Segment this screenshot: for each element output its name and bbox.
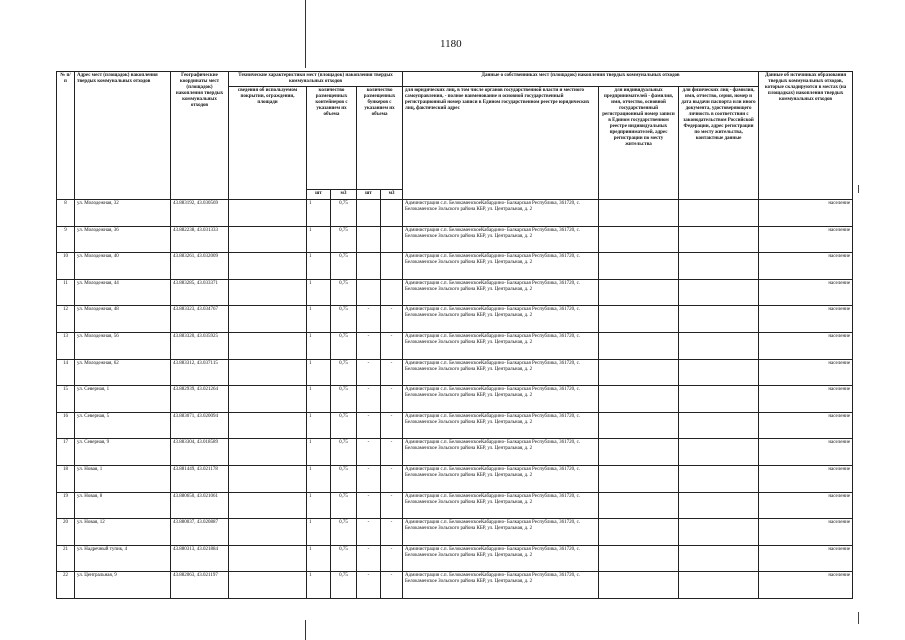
owner-legal-cell: Администрация с.п. БелокаменскоеКабардино- Балкарская Республика, 361720, с. Белокаменское Зольского района КБР, ул. Центральная, д. 2	[403, 253, 599, 280]
bunker-qty-cell: -	[357, 412, 381, 439]
container-qty-cell: 1	[307, 306, 331, 333]
owner-legal-cell: Администрация с.п. БелокаменскоеКабардино- Балкарская Республика, 361720, с. Белокаменское Зольского района КБР, ул. Центральная, д. 2	[403, 226, 599, 253]
col-sources-header: Данные об источниках образования твердых коммунальных отходов, которые складируются в местах (на площадках) накопления твердых коммунальных отходов	[759, 72, 853, 200]
owner-person-cell	[679, 439, 759, 466]
owner-ip-cell	[599, 412, 679, 439]
coords-cell: 43.880650, 43.021061	[171, 492, 229, 519]
row-number: 10	[57, 253, 75, 280]
container-vol-cell: 0,75	[331, 226, 357, 253]
bunker-vol-cell	[381, 253, 403, 280]
owner-person-cell	[679, 253, 759, 280]
owner-person-cell	[679, 226, 759, 253]
bunker-vol-cell: -	[381, 306, 403, 333]
bunker-qty-cell: -	[357, 572, 381, 599]
owner-ip-cell	[599, 572, 679, 599]
table-row	[57, 439, 853, 466]
coords-cell: 43.880037, 43.020887	[171, 519, 229, 546]
row-number: 22	[57, 572, 75, 599]
cover-cell	[229, 492, 307, 519]
container-vol-cell: 0,75	[331, 412, 357, 439]
owner-person-cell	[679, 332, 759, 359]
container-qty-cell: 1	[307, 439, 331, 466]
owner-legal-cell: Администрация с.п. БелокаменскоеКабардино- Балкарская Республика, 361720, с. Белокаменское Зольского района КБР, ул. Центральная, д. 2	[403, 439, 599, 466]
table-body	[57, 200, 853, 599]
coords-cell: 43.882238, 43.031333	[171, 226, 229, 253]
coords-cell: 43.881449, 43.021178	[171, 465, 229, 492]
coords-cell: 43.883261, 43.032009	[171, 253, 229, 280]
coords-cell: 43.880313, 43.021884	[171, 545, 229, 572]
owner-legal-cell: Администрация с.п. БелокаменскоеКабардино- Балкарская Республика, 361720, с. Белокаменское Зольского района КБР, ул. Центральная, д. 2	[403, 545, 599, 572]
col-owner-ip-header: для индивидуальных предпринимателей - фамилия, имя, отчество, основной государственный регистрационный номер записи в Едином государственном реестре индивидуальных предпринимателей, адрес регистрации по месту жительства	[599, 87, 679, 200]
row-number: 19	[57, 492, 75, 519]
owner-legal-cell: Администрация с.п. БелокаменскоеКабардино- Балкарская Республика, 361720, с. Белокаменское Зольского района КБР, ул. Центральная, д. 2	[403, 200, 599, 227]
table-row	[57, 226, 853, 253]
owner-person-cell	[679, 306, 759, 333]
col-coords-header: Географические координаты мест (площадок) накопления твердых коммунальных отходов	[171, 72, 229, 200]
coords-cell: 43.883192, 43.030569	[171, 200, 229, 227]
owner-legal-cell: Администрация с.п. БелокаменскоеКабардино- Балкарская Республика, 361720, с. Белокаменское Зольского района КБР, ул. Центральная, д. 2	[403, 332, 599, 359]
cover-cell	[229, 226, 307, 253]
cover-cell	[229, 412, 307, 439]
coords-cell: 43.883304, 43.018589	[171, 439, 229, 466]
address-cell: ул. Молодежная, 40	[75, 253, 171, 280]
unit-sht: шт	[307, 190, 331, 200]
bunker-qty-cell	[357, 279, 381, 306]
row-number: 8	[57, 200, 75, 227]
source-cell: население	[759, 306, 853, 333]
owner-ip-cell	[599, 545, 679, 572]
row-number: 11	[57, 279, 75, 306]
cover-cell	[229, 519, 307, 546]
container-qty-cell: 1	[307, 492, 331, 519]
owner-person-cell	[679, 545, 759, 572]
bunker-vol-cell: -	[381, 465, 403, 492]
unit-m3: м3	[381, 190, 403, 200]
table-row	[57, 279, 853, 306]
container-vol-cell: 0,75	[331, 332, 357, 359]
owner-ip-cell	[599, 279, 679, 306]
source-cell: население	[759, 279, 853, 306]
owner-legal-cell: Администрация с.п. БелокаменскоеКабардино- Балкарская Республика, 361720, с. Белокаменское Зольского района КБР, ул. Центральная, д. 2	[403, 492, 599, 519]
table-row	[57, 572, 853, 599]
address-cell: ул. Молодежная, 36	[75, 226, 171, 253]
col-no-header: № п/п	[57, 72, 75, 200]
owner-person-cell	[679, 279, 759, 306]
owner-person-cell	[679, 386, 759, 413]
owner-ip-cell	[599, 519, 679, 546]
container-qty-cell: 1	[307, 386, 331, 413]
table-row	[57, 200, 853, 227]
address-cell: ул. Молодежная, 62	[75, 359, 171, 386]
row-number: 20	[57, 519, 75, 546]
bunker-vol-cell: -	[381, 359, 403, 386]
container-qty-cell: 1	[307, 359, 331, 386]
cover-cell	[229, 465, 307, 492]
source-cell: население	[759, 332, 853, 359]
owner-legal-cell: Администрация с.п. БелокаменскоеКабардино- Балкарская Республика, 361720, с. Белокаменское Зольского района КБР, ул. Центральная, д. 2	[403, 412, 599, 439]
table-row	[57, 332, 853, 359]
container-qty-cell: 1	[307, 279, 331, 306]
coords-cell: 43.883285, 43.033371	[171, 279, 229, 306]
coords-cell: 43.882063, 43.021197	[171, 572, 229, 599]
address-cell: ул. Северная, 1	[75, 386, 171, 413]
container-qty-cell: 1	[307, 572, 331, 599]
col-owner-legal-header: для юридических лиц, в том числе органов государственной власти и местного самоуправления, - полное наименование и основной государственный регистрационный номер записи в Едином государственном реестре юридических лиц, фактический адрес	[403, 87, 599, 200]
source-cell: население	[759, 519, 853, 546]
cover-cell	[229, 306, 307, 333]
table-row	[57, 545, 853, 572]
owner-person-cell	[679, 412, 759, 439]
source-cell: население	[759, 359, 853, 386]
table-row	[57, 359, 853, 386]
table-row	[57, 306, 853, 333]
bunker-vol-cell	[381, 226, 403, 253]
container-vol-cell: 0,75	[331, 200, 357, 227]
bunker-vol-cell: -	[381, 439, 403, 466]
container-qty-cell: 1	[307, 253, 331, 280]
owner-person-cell	[679, 572, 759, 599]
container-vol-cell: 0,75	[331, 465, 357, 492]
unit-m3: м3	[331, 190, 357, 200]
row-number: 12	[57, 306, 75, 333]
source-cell: население	[759, 545, 853, 572]
cover-cell	[229, 439, 307, 466]
cover-cell	[229, 386, 307, 413]
binding-line-top	[305, 0, 306, 68]
source-cell: население	[759, 200, 853, 227]
cover-cell	[229, 253, 307, 280]
bunker-qty-cell: -	[357, 359, 381, 386]
row-number: 16	[57, 412, 75, 439]
bunker-vol-cell	[381, 200, 403, 227]
margin-mark	[858, 612, 859, 624]
address-cell: ул. Новая, 1	[75, 465, 171, 492]
address-cell: ул. Новая, 8	[75, 492, 171, 519]
container-vol-cell: 0,75	[331, 253, 357, 280]
col-cover-header: сведения об используемом покрытии, ограждении, площади	[229, 87, 307, 200]
owner-legal-cell: Администрация с.п. БелокаменскоеКабардино- Балкарская Республика, 361720, с. Белокаменское Зольского района КБР, ул. Центральная, д. 2	[403, 465, 599, 492]
container-vol-cell: 0,75	[331, 439, 357, 466]
col-bunkers-header: количество размещенных бункеров с указанием их объема	[357, 87, 403, 190]
owner-ip-cell	[599, 359, 679, 386]
bunker-vol-cell: -	[381, 386, 403, 413]
container-vol-cell: 0,75	[331, 279, 357, 306]
address-cell: ул. Молодежная, 56	[75, 332, 171, 359]
owner-person-cell	[679, 492, 759, 519]
bunker-vol-cell: -	[381, 492, 403, 519]
address-cell: ул. Надречный тупик, 4	[75, 545, 171, 572]
page-number: 1180	[440, 38, 462, 50]
table-row	[57, 519, 853, 546]
bunker-qty-cell: -	[357, 306, 381, 333]
bunker-vol-cell: -	[381, 412, 403, 439]
coords-cell: 43.883320, 43.035925	[171, 332, 229, 359]
cover-cell	[229, 332, 307, 359]
bunker-qty-cell: -	[357, 519, 381, 546]
row-number: 17	[57, 439, 75, 466]
row-number: 14	[57, 359, 75, 386]
row-number: 18	[57, 465, 75, 492]
container-vol-cell: 0,75	[331, 306, 357, 333]
address-cell: ул. Молодежная, 32	[75, 200, 171, 227]
cover-cell	[229, 359, 307, 386]
address-cell: ул. Центральная, 9	[75, 572, 171, 599]
bunker-vol-cell: -	[381, 332, 403, 359]
container-qty-cell: 1	[307, 226, 331, 253]
container-qty-cell: 1	[307, 545, 331, 572]
bunker-vol-cell: -	[381, 572, 403, 599]
owner-legal-cell: Администрация с.п. БелокаменскоеКабардино- Балкарская Республика, 361720, с. Белокаменское Зольского района КБР, ул. Центральная, д. 2	[403, 386, 599, 413]
address-cell: ул. Северная, 5	[75, 412, 171, 439]
owner-ip-cell	[599, 439, 679, 466]
table-row	[57, 465, 853, 492]
owner-ip-cell	[599, 253, 679, 280]
source-cell: население	[759, 386, 853, 413]
container-qty-cell: 1	[307, 465, 331, 492]
margin-mark	[858, 185, 859, 193]
coords-cell: 43.882939, 43.021264	[171, 386, 229, 413]
container-vol-cell: 0,75	[331, 519, 357, 546]
cover-cell	[229, 200, 307, 227]
bunker-qty-cell: -	[357, 386, 381, 413]
container-qty-cell: 1	[307, 412, 331, 439]
bunker-qty-cell: -	[357, 545, 381, 572]
container-vol-cell: 0,75	[331, 572, 357, 599]
bunker-qty-cell: -	[357, 332, 381, 359]
container-qty-cell: 1	[307, 332, 331, 359]
table-row	[57, 492, 853, 519]
address-cell: ул. Молодежная, 48	[75, 306, 171, 333]
coords-cell: 43.883071, 43.020094	[171, 412, 229, 439]
owner-legal-cell: Администрация с.п. БелокаменскоеКабардино- Балкарская Республика, 361720, с. Белокаменское Зольского района КБР, ул. Центральная, д. 2	[403, 572, 599, 599]
coords-cell: 43.883323, 43.034767	[171, 306, 229, 333]
bunker-qty-cell	[357, 253, 381, 280]
address-cell: ул. Северная, 9	[75, 439, 171, 466]
bunker-qty-cell: -	[357, 439, 381, 466]
owner-legal-cell: Администрация с.п. БелокаменскоеКабардино- Балкарская Республика, 361720, с. Белокаменское Зольского района КБР, ул. Центральная, д. 2	[403, 519, 599, 546]
col-owner-header: Данные о собственниках мест (площадок) накопления твердых коммунальных отходов	[403, 72, 759, 87]
container-vol-cell: 0,75	[331, 386, 357, 413]
coords-cell: 43.883312, 43.037115	[171, 359, 229, 386]
cover-cell	[229, 572, 307, 599]
address-cell: ул. Молодежная, 44	[75, 279, 171, 306]
cover-cell	[229, 545, 307, 572]
source-cell: население	[759, 465, 853, 492]
col-address-header: Адрес мест (площадок) накопления твердых коммунальных отходов	[75, 72, 171, 200]
owner-legal-cell: Администрация с.п. БелокаменскоеКабардино- Балкарская Республика, 361720, с. Белокаменское Зольского района КБР, ул. Центральная, д. 2	[403, 306, 599, 333]
owner-ip-cell	[599, 492, 679, 519]
source-cell: население	[759, 226, 853, 253]
owner-person-cell	[679, 465, 759, 492]
cover-cell	[229, 279, 307, 306]
owner-legal-cell: Администрация с.п. БелокаменскоеКабардино- Балкарская Республика, 361720, с. Белокаменское Зольского района КБР, ул. Центральная, д. 2	[403, 279, 599, 306]
row-number: 21	[57, 545, 75, 572]
source-cell: население	[759, 439, 853, 466]
waste-sites-table	[56, 71, 853, 599]
col-owner-person-header: для физических лиц - фамилия, имя, отчество, серия, номер и дата выдачи паспорта или иного документа, удостоверяющего личность в соответствии с законодательством Российской Федерации, адрес регистрации по месту жительства, контактные данные	[679, 87, 759, 200]
container-vol-cell: 0,75	[331, 492, 357, 519]
owner-person-cell	[679, 200, 759, 227]
container-qty-cell: 1	[307, 200, 331, 227]
owner-person-cell	[679, 359, 759, 386]
bunker-qty-cell: -	[357, 492, 381, 519]
address-cell: ул. Новая, 12	[75, 519, 171, 546]
header-row-1	[57, 72, 853, 87]
owner-legal-cell: Администрация с.п. БелокаменскоеКабардино- Балкарская Республика, 361720, с. Белокаменское Зольского района КБР, ул. Центральная, д. 2	[403, 359, 599, 386]
bunker-qty-cell	[357, 226, 381, 253]
owner-ip-cell	[599, 200, 679, 227]
source-cell: население	[759, 492, 853, 519]
owner-ip-cell	[599, 332, 679, 359]
table-row	[57, 412, 853, 439]
owner-ip-cell	[599, 465, 679, 492]
bunker-vol-cell	[381, 279, 403, 306]
owner-ip-cell	[599, 386, 679, 413]
owner-person-cell	[679, 519, 759, 546]
source-cell: население	[759, 572, 853, 599]
bunker-qty-cell	[357, 200, 381, 227]
table-row	[57, 386, 853, 413]
container-vol-cell: 0,75	[331, 545, 357, 572]
col-containers-header: количество размещенных контейнеров с указанием их объема	[307, 87, 357, 190]
col-tech-header: Технические характеристики мест (площадок) накопления твердых коммунальных отходов	[229, 72, 403, 87]
row-number: 13	[57, 332, 75, 359]
bunker-qty-cell: -	[357, 465, 381, 492]
owner-ip-cell	[599, 226, 679, 253]
container-qty-cell: 1	[307, 519, 331, 546]
table-row	[57, 253, 853, 280]
binding-line-bottom	[305, 620, 306, 640]
owner-ip-cell	[599, 306, 679, 333]
bunker-vol-cell: -	[381, 519, 403, 546]
unit-sht: шт	[357, 190, 381, 200]
container-vol-cell: 0,75	[331, 359, 357, 386]
source-cell: население	[759, 253, 853, 280]
bunker-vol-cell: -	[381, 545, 403, 572]
row-number: 15	[57, 386, 75, 413]
source-cell: население	[759, 412, 853, 439]
row-number: 9	[57, 226, 75, 253]
